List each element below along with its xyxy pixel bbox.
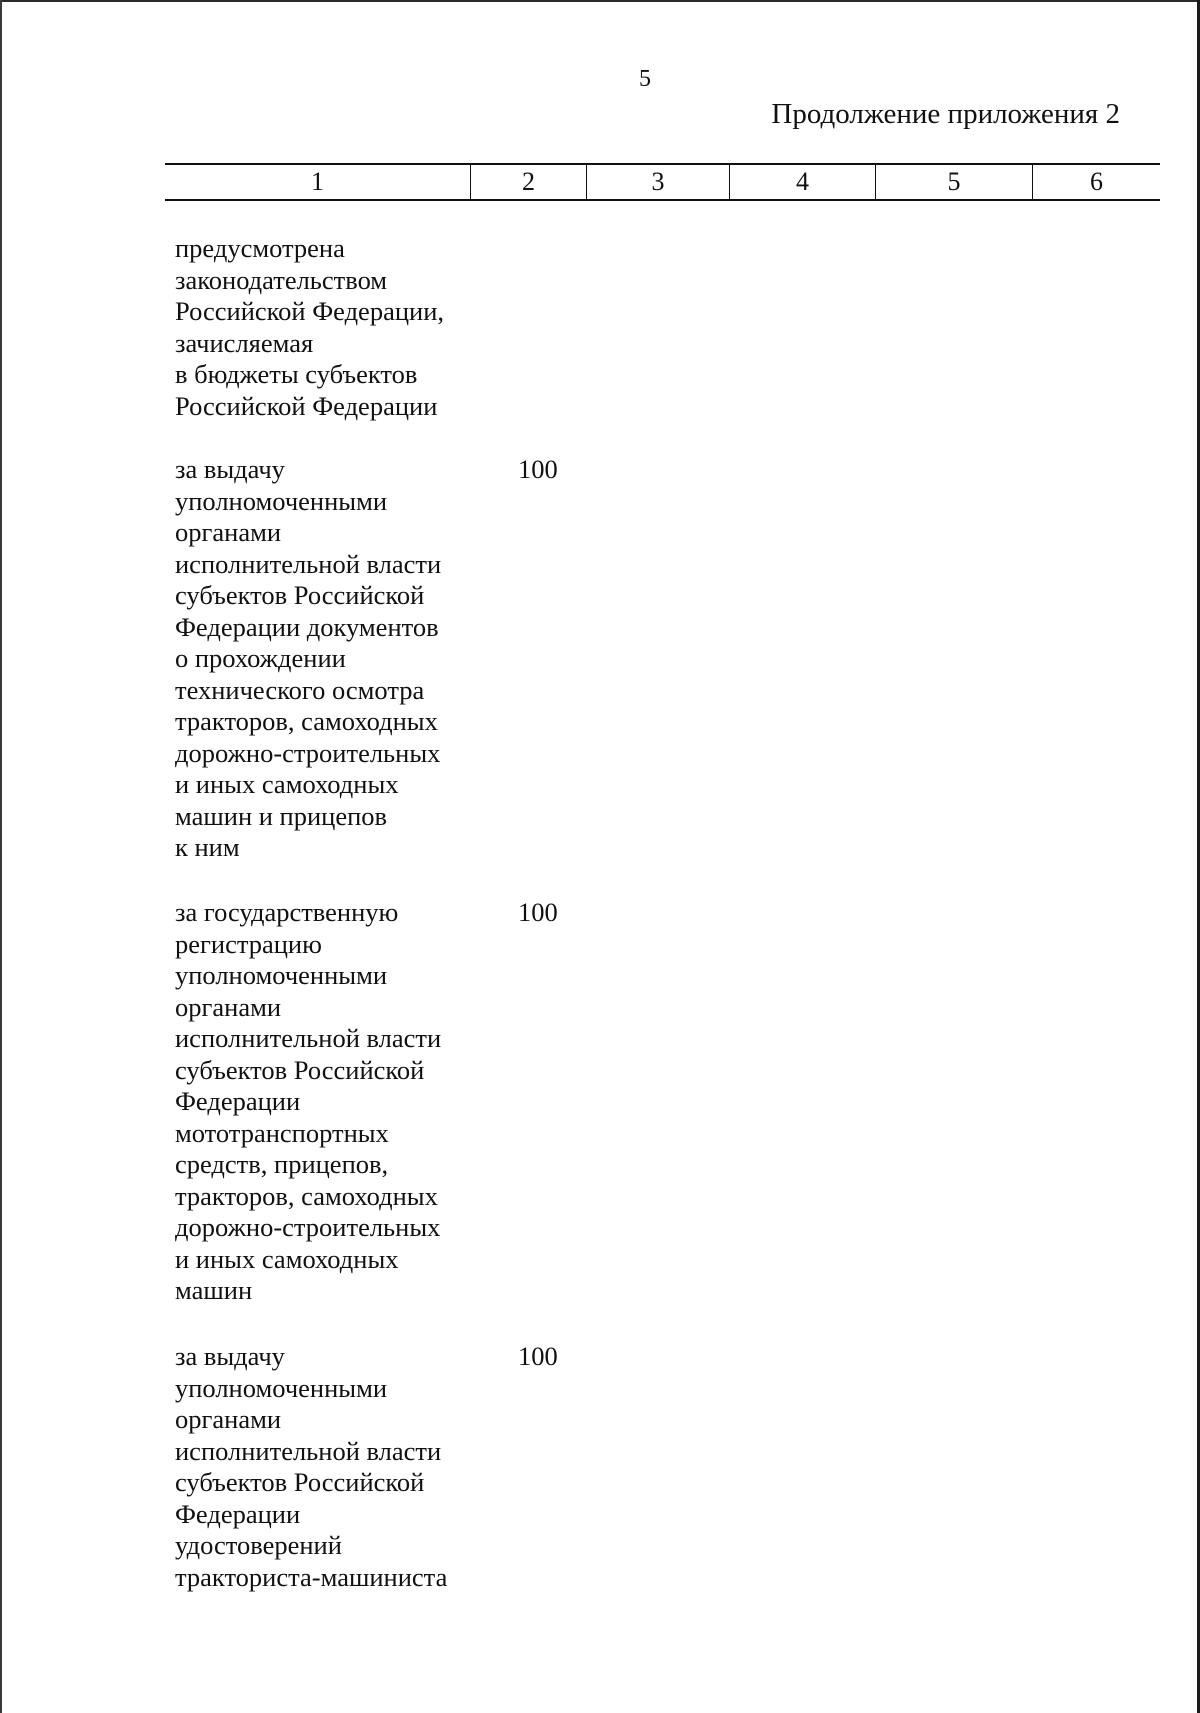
column-header-6: 6 [1032, 165, 1160, 199]
page-number: 5 [639, 66, 651, 92]
column-header-1: 1 [311, 167, 324, 196]
row-label: предусмотрена законодательством Российской Федерации, зачисляемая в бюджеты субъектов Российской Федерации [175, 233, 444, 421]
scan-edge-top [0, 0, 1200, 2]
scan-edge-left [0, 0, 2, 1713]
row-label: за государственную регистрацию уполномоченными органами исполнительной власти субъектов Российской Федерации мототранспортных средств, прицепов, тракторов, самоходных дорожно-строительных и иных самоходных машин [175, 897, 442, 1305]
row-value: 100 [518, 1341, 558, 1371]
column-header-row [165, 163, 1160, 201]
column-header-3: 3 [586, 165, 729, 199]
column-header-4: 4 [729, 165, 875, 199]
row-label: за выдачу уполномоченными органами исполнительной власти субъектов Российской Федерации удостоверений тракториста-машиниста [175, 1341, 448, 1592]
column-header-2: 2 [470, 165, 586, 199]
column-header-5: 5 [875, 165, 1032, 199]
row-value: 100 [518, 897, 558, 927]
row-label: за выдачу уполномоченными органами исполнительной власти субъектов Российской Федерации документов о прохождении технического осмотра тракторов, самоходных дорожно-строительных и иных самоходных машин и прицепов к ним [175, 454, 442, 862]
row-value: 100 [518, 454, 558, 484]
appendix-label: Продолжение приложения 2 [771, 98, 1120, 130]
